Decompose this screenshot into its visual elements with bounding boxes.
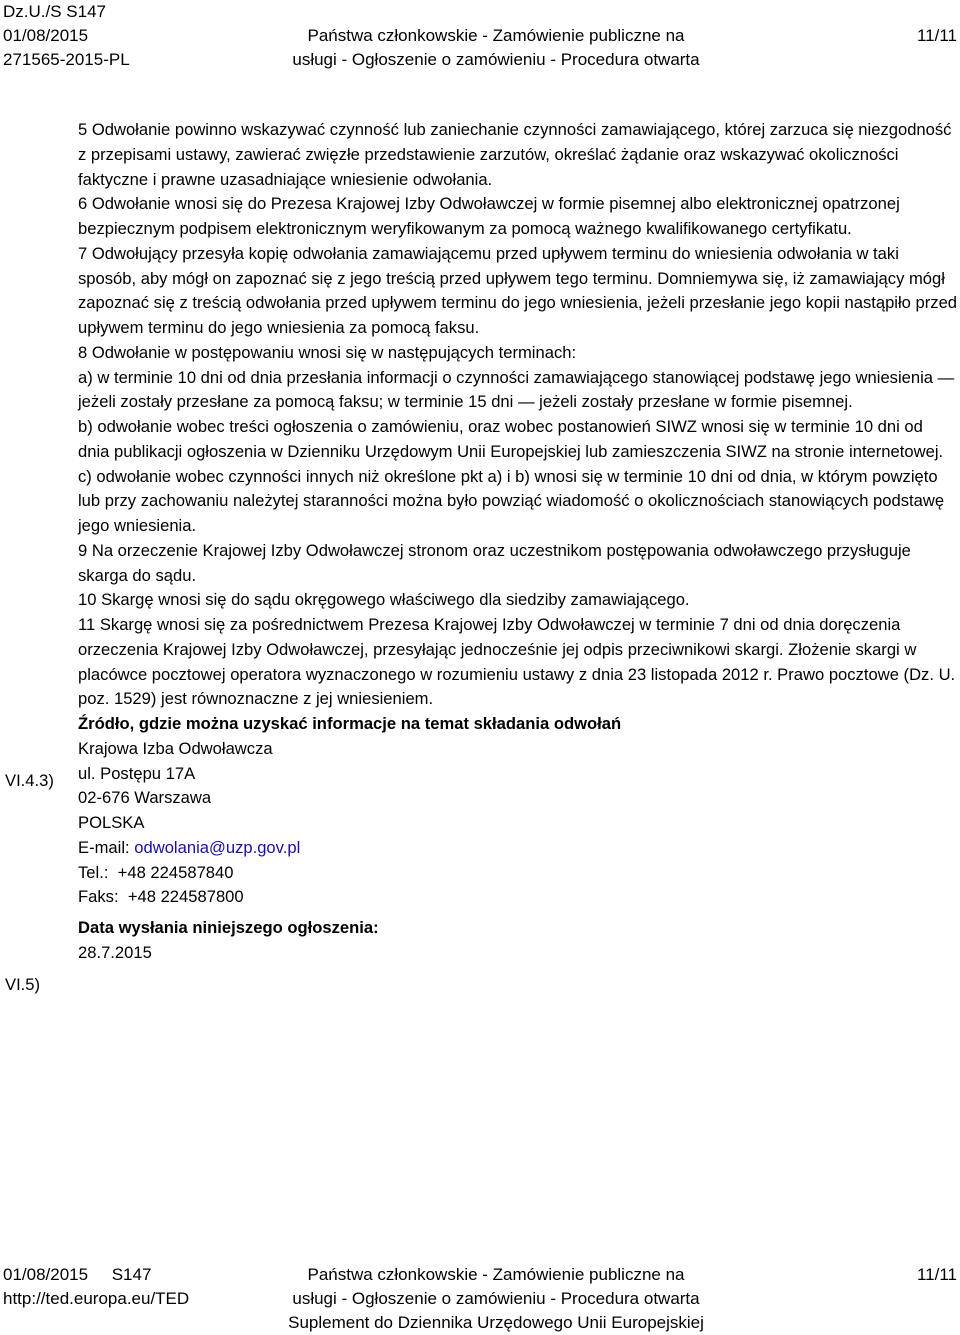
footer-date: 01/08/2015 (3, 1265, 89, 1284)
footer-page-number: 11/11 (916, 1265, 957, 1284)
footer-date-issue (3, 1263, 189, 1287)
header-center (240, 0, 752, 72)
street-address: ul. Postępu 17A (78, 763, 196, 783)
document-body (78, 118, 958, 966)
header-journal: Dz.U./S S147 (3, 2, 106, 21)
country: POLSKA (78, 813, 145, 832)
header-page-number: 11/11 (916, 26, 957, 45)
footer-url[interactable]: http://ted.europa.eu/TED (3, 1289, 190, 1308)
section-label-vi5: VI.5) (5, 975, 41, 994)
section-vi5-heading: Data wysłania niniejszego ogłoszenia: (78, 918, 379, 937)
tel-label: Tel.: (78, 862, 109, 882)
paragraph-8b: b) odwołanie wobec treści ogłoszenia o zamówieniu, oraz wobec postanowień SIWZ wnosi się w terminie 10 dni od dnia publikacji ogłoszenia w Dzienniku Urzędowym Unii Europejskiej lub zamieszczenia SIWZ na stronie internetowej. (78, 417, 944, 461)
footer-left (3, 1263, 189, 1311)
fax-row (78, 885, 958, 910)
paragraph-10: 10 Skargę wnosi się do sądu okręgowego właściwego dla siedziby zamawiającego. (78, 590, 690, 610)
footer-center (240, 1263, 752, 1335)
header-title-line2: usługi - Ogłoszenie o zamówieniu - Procedura otwarta (292, 50, 700, 69)
header-title-line1: Państwa członkowskie - Zamówienie publiczne na (307, 26, 685, 45)
paragraph-9: 9 Na orzeczenie Krajowej Izby Odwoławczej stronom oraz uczestnikom postępowania odwoławczego przysługuje skarga do sądu. (78, 540, 911, 585)
fax-value: +48 224587800 (127, 887, 244, 907)
paragraph-6: 6 Odwołanie wnosi się do Prezesa Krajowej Izby Odwoławczej w formie pisemnej albo elektronicznej opatrzonej bezpiecznym podpisem elektronicznym weryfikowanym za pomocą ważnego kwalifikowanego certyfikatu. (78, 194, 900, 238)
tel-row (78, 861, 958, 886)
paragraph-8a: a) w terminie 10 dni od dnia przesłania informacji o czynności zamawiającego stanowiącej podstawę jego wniesienia — jeżeli zostały przesłane za pomocą faksu; w terminie 15 dni — jeżeli zostały przesłane w formie pisemnej. (78, 367, 955, 412)
organisation-name: Krajowa Izba Odwoławcza (78, 738, 273, 758)
footer-title-line2: usługi - Ogłoszenie o zamówieniu - Procedura otwarta (292, 1289, 700, 1308)
email-link[interactable]: odwolania@uzp.gov.pl (134, 837, 301, 857)
paragraph-5: 5 Odwołanie powinno wskazywać czynność lub zaniechanie czynności zamawiającego, której zarzuca się niezgodność z przepisami ustawy, zawierać zwięzłe przedstawienie zarzutów, określać żądanie oraz wskazywać okoliczności faktyczne i prawne uzasadniające wniesienie odwołania. (78, 120, 952, 189)
tel-value: +48 224587840 (117, 862, 234, 882)
footer-title-line3: Suplement do Dziennika Urzędowego Unii Europejskiej (288, 1313, 704, 1332)
section-vi43-heading: Źródło, gdzie można uzyskać informacje na temat składania odwołań (78, 714, 622, 733)
email-row (78, 836, 958, 861)
email-label: E-mail: (78, 837, 130, 857)
fax-label: Faks: (78, 887, 119, 907)
city-postcode: 02-676 Warszawa (78, 788, 212, 808)
footer-issue: S147 (111, 1265, 152, 1284)
header-left (3, 0, 130, 72)
dispatch-date: 28.7.2015 (78, 942, 152, 962)
paragraph-8c: c) odwołanie wobec czynności innych niż określone pkt a) i b) wnosi się w terminie 10 dni od dnia, w którym powzięto lub przy zachowaniu należytej staranności można było powziąć wiadomość o okolicznościach stanowiących podstawę jego wniesienia. (78, 466, 945, 535)
section-label-vi43: VI.4.3) (5, 771, 54, 790)
header-right (917, 0, 957, 48)
paragraph-11: 11 Skargę wnosi się za pośrednictwem Prezesa Krajowej Izby Odwoławczej w terminie 7 dni od dnia doręczenia orzeczenia Krajowej Izby Odwoławczej, przesyłając jednocześnie jej odpis przeciwnikowi skargi. Złożenie skargi w placówce pocztowej operatora wyznaczonego w rozumieniu ustawy z dnia 23 listopada 2012 r. Prawo pocztowe (Dz. U. poz. 1529) jest równoznaczne z jej wniesieniem. (78, 615, 956, 709)
paragraph-7: 7 Odwołujący przesyła kopię odwołania zamawiającemu przed upływem terminu do wniesienia odwołania w taki sposób, aby mógł on zapoznać się z jego treścią przed upływem tego terminu. Domniemywa się, iż zamawiający mógł zapoznać się z treścią odwołania przed upływem terminu do jego wniesienia, jeżeli przesłanie jego kopii nastąpiło przed upływem terminu do jego wniesienia za pomocą faksu. (78, 243, 958, 337)
header-reference: 271565-2015-PL (3, 50, 130, 69)
section-vi43 (78, 712, 958, 910)
footer-right (917, 1263, 957, 1287)
header-date: 01/08/2015 (3, 26, 89, 45)
paragraph-8: 8 Odwołanie w postępowaniu wnosi się w następujących terminach: (78, 342, 577, 362)
footer-title-line1: Państwa członkowskie - Zamówienie publiczne na (307, 1265, 685, 1284)
section-vi5 (78, 916, 958, 966)
